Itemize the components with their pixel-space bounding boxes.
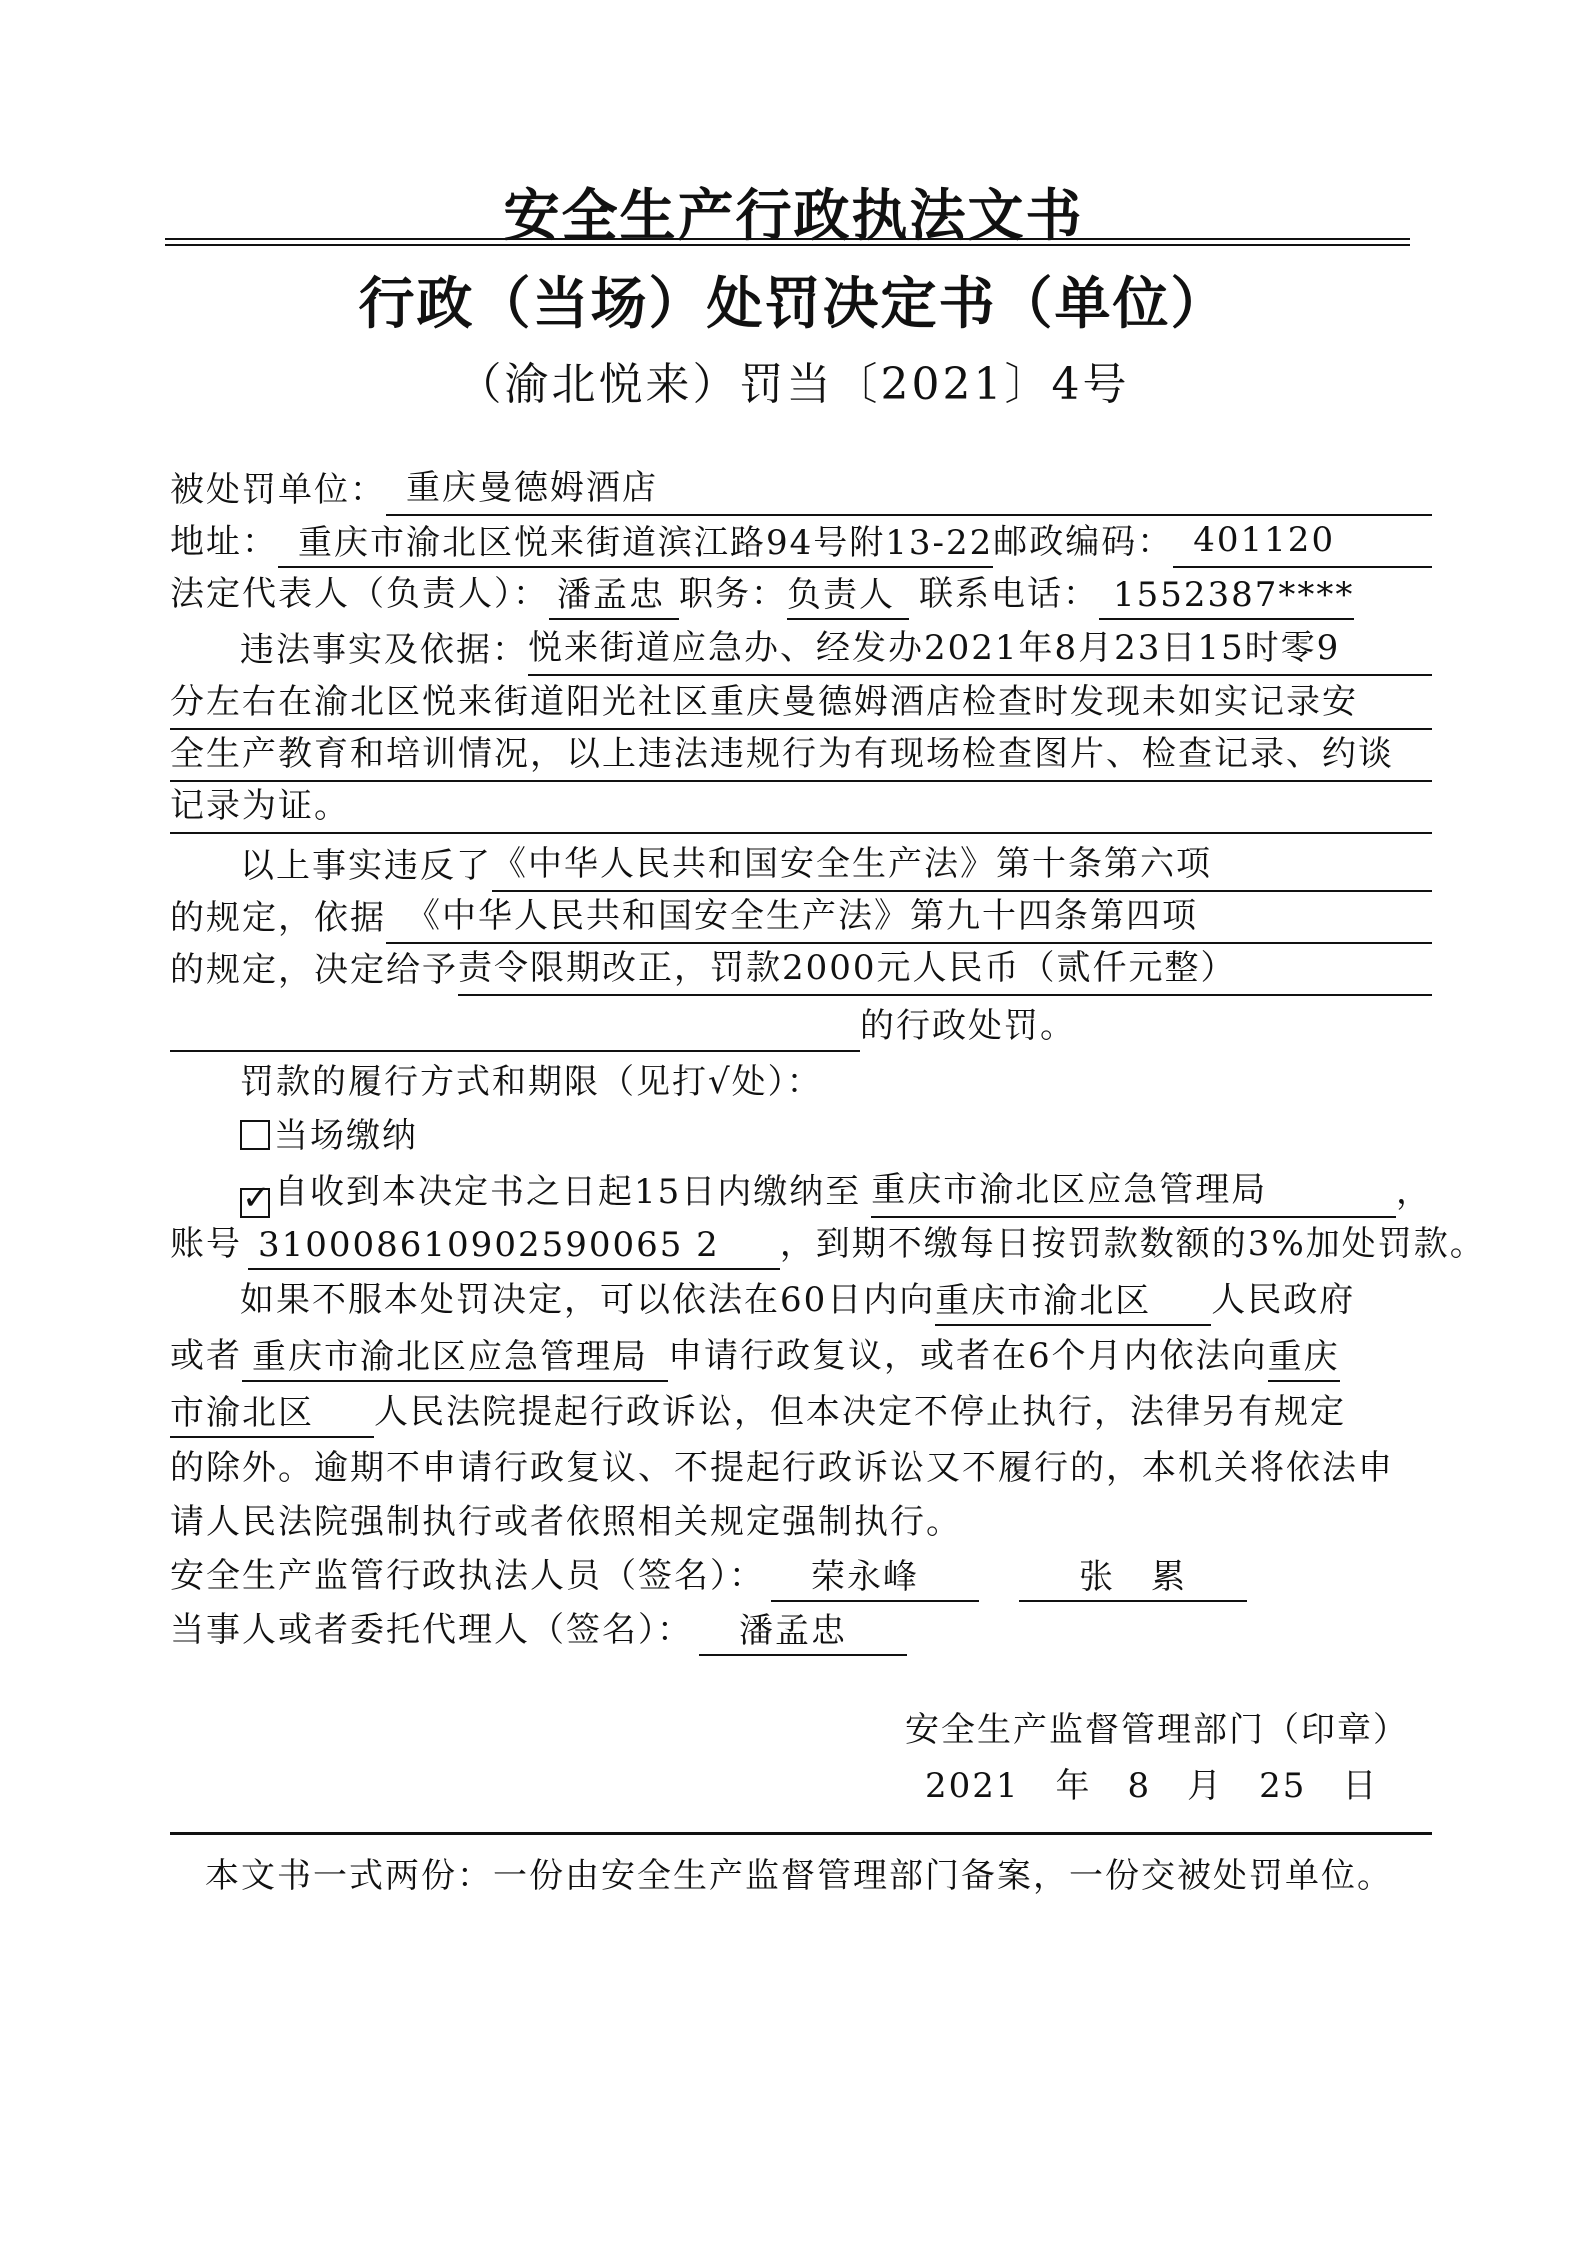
decision-suffix: 的行政处罚。 <box>860 1006 1076 1046</box>
document-number: （渝北悦来）罚当〔2021〕4号 <box>457 359 1130 410</box>
appeal-l2-prefix: 或者 <box>170 1336 242 1376</box>
unit-line <box>170 464 1432 516</box>
facts-line-2: 分左右在渝北区悦来街道阳光社区重庆曼德姆酒店检查时发现未如实记录安 <box>170 676 1432 730</box>
representative-line <box>170 568 1432 620</box>
option2-payee: 重庆市渝北区应急管理局 <box>871 1170 1268 1210</box>
rep-label: 法定代表人（负责人）： <box>170 574 549 614</box>
decision-field <box>458 942 1432 996</box>
postcode-label: 邮政编码： <box>993 522 1174 562</box>
appeal-line-3 <box>170 1386 1432 1438</box>
footer-note: 本文书一式两份：一份由安全生产监督管理部门备案，一份交被处罚单位。 <box>205 1856 1393 1896</box>
account-suffix: ，到期不缴每日按罚款数额的3%加处罚款。 <box>779 1224 1486 1264</box>
document-title: 安全生产行政执法文书 <box>503 183 1084 249</box>
facts-line-1 <box>170 624 1432 676</box>
option2-checkbox[interactable] <box>240 1178 273 1218</box>
facts-label: 违法事实及依据： <box>240 630 528 670</box>
appeal-l3-court-b: 市渝北区 <box>170 1390 374 1438</box>
officer-signature-line <box>170 1550 1432 1602</box>
unit-field <box>386 462 1432 516</box>
phone-label: 联系电话： <box>919 574 1099 614</box>
decision-text: 责令限期改正，罚款2000元人民币（贰仟元整） <box>458 948 1237 988</box>
basis-field <box>386 890 1432 944</box>
officer-1-signature: 荣永峰 <box>771 1554 979 1602</box>
decision-line <box>170 944 1432 996</box>
option2-payee-field <box>871 1164 1396 1218</box>
violation-field <box>492 838 1432 892</box>
unit-value: 重庆曼德姆酒店 <box>406 468 658 508</box>
appeal-line-4: 的除外。逾期不申请行政复议、不提起行政诉讼又不履行的，本机关将依法申 <box>170 1448 1394 1488</box>
option1-checkbox[interactable] <box>240 1120 270 1150</box>
payment-option-2 <box>170 1166 1432 1218</box>
appeal-l2-dept: 重庆市渝北区应急管理局 <box>242 1334 668 1382</box>
payment-intro: 罚款的履行方式和期限（见打√处）： <box>240 1062 823 1102</box>
appeal-line-1 <box>170 1274 1432 1326</box>
unit-label: 被处罚单位： <box>170 470 386 510</box>
facts-text-1: 悦来街道应急办、经发办2021年8月23日15时零9 <box>528 628 1341 668</box>
phone-value: 1552387**** <box>1099 572 1354 620</box>
violation-line <box>170 840 1432 892</box>
officer-2-signature: 张 累 <box>1019 1554 1247 1602</box>
decision-prefix: 的规定，决定给予 <box>170 950 458 990</box>
decision-suffix-line <box>170 1000 1432 1052</box>
address-label: 地址： <box>170 522 278 562</box>
issue-date: 2021 年 8 月 25 日 <box>925 1766 1379 1806</box>
document-subtitle: 行政（当场）处罚决定书（单位） <box>358 271 1229 337</box>
appeal-l1-prefix: 如果不服本处罚决定，可以依法在60日内向 <box>240 1280 936 1320</box>
officer-label: 安全生产监管行政执法人员（签名）： <box>170 1556 765 1596</box>
appeal-l2-court-a: 重庆 <box>1268 1334 1340 1382</box>
option2-prefix: 自收到本决定书之日起15日内缴纳至 <box>274 1172 862 1212</box>
account-line <box>170 1218 1486 1270</box>
appeal-l1-suffix: 人民政府 <box>1211 1280 1356 1320</box>
option1-label: 当场缴纳 <box>274 1116 418 1156</box>
postcode-value: 401120 <box>1193 520 1336 560</box>
violation-prefix: 以上事实违反了 <box>240 846 492 886</box>
account-value: 310008610902590065 2 <box>248 1222 780 1270</box>
footer-rule <box>170 1832 1432 1835</box>
address-value: 重庆市渝北区悦来街道滨江路94号附13-22 <box>278 520 993 568</box>
payment-option-1 <box>170 1110 1502 1162</box>
appeal-l2-mid: 申请行政复议，或者在6个月内依法向 <box>668 1336 1268 1376</box>
basis-law: 《中华人民共和国安全生产法》第九十四条第四项 <box>406 896 1198 936</box>
account-label: 账号 <box>170 1224 242 1264</box>
facts-field-1 <box>528 622 1432 676</box>
checkmark-icon: ✓ <box>242 1178 273 1218</box>
appeal-l1-gov: 重庆市渝北区 <box>935 1278 1211 1326</box>
rep-value: 潘孟忠 <box>549 572 679 620</box>
decision-blank <box>170 1010 860 1052</box>
appeal-line-5: 请人民法院强制执行或者依照相关规定强制执行。 <box>170 1502 962 1542</box>
appeal-l3-suffix: 人民法院提起行政诉讼，但本决定不停止执行，法律另有规定 <box>374 1392 1346 1432</box>
position-value: 负责人 <box>787 572 909 620</box>
basis-line <box>170 892 1432 944</box>
seal-department: 安全生产监督管理部门（印章） <box>905 1710 1409 1750</box>
party-signature: 潘孟忠 <box>699 1608 907 1656</box>
basis-prefix: 的规定，依据 <box>170 898 386 938</box>
facts-line-4: 记录为证。 <box>170 780 1432 834</box>
address-line <box>170 516 1432 568</box>
option2-comma: ， <box>1396 1172 1432 1212</box>
violation-law: 《中华人民共和国安全生产法》第十条第六项 <box>492 844 1212 884</box>
postcode-field <box>1173 514 1432 568</box>
party-sign-label: 当事人或者委托代理人（签名）： <box>170 1610 693 1650</box>
party-signature-line <box>170 1604 1432 1656</box>
position-label: 职务： <box>679 574 787 614</box>
facts-line-3: 全生产教育和培训情况，以上违法违规行为有现场检查图片、检查记录、约谈 <box>170 728 1432 782</box>
appeal-line-2 <box>170 1330 1432 1382</box>
title-double-rule <box>165 238 1410 246</box>
